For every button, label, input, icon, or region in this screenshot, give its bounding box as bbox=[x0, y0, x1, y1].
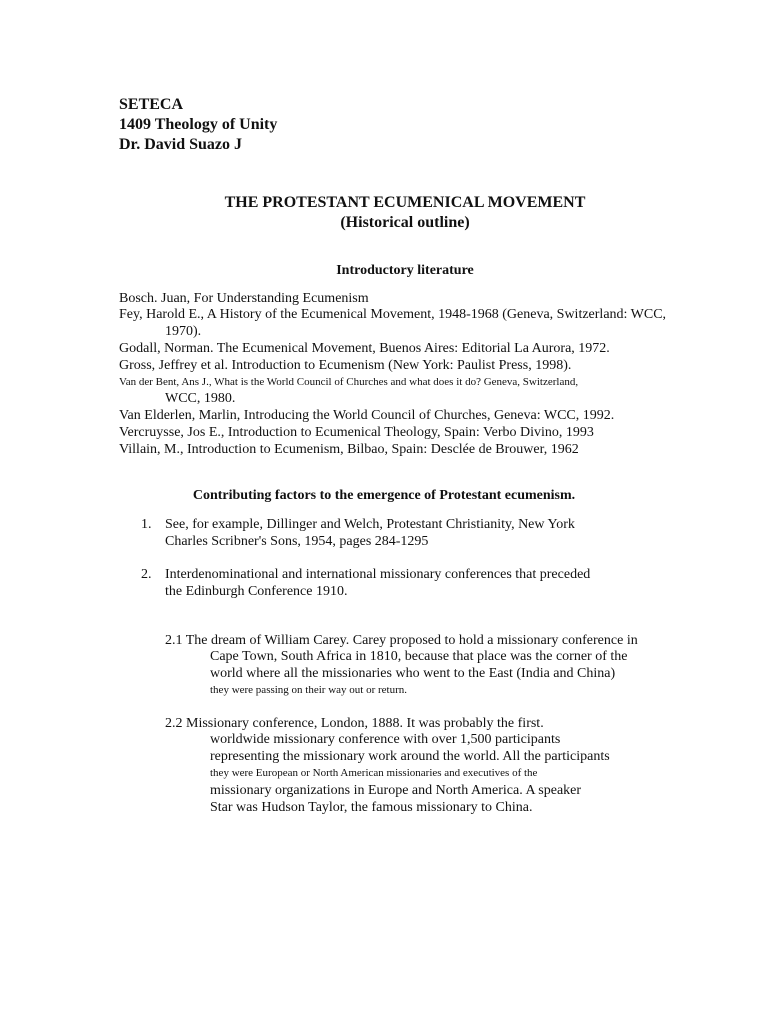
document-title: THE PROTESTANT ECUMENICAL MOVEMENT bbox=[224, 194, 586, 211]
sub-item-lead: 2.1 The dream of William Carey. Carey proposed to hold a missionary conference in bbox=[165, 633, 638, 648]
sub-item-line: they were passing on their way out or return. bbox=[210, 684, 408, 696]
sub-item-line: world where all the missionaries who went to the East (India and China) bbox=[210, 666, 616, 681]
factors-heading: Contributing factors to the emergence of Protestant ecumenism. bbox=[192, 488, 576, 503]
list-item-line: the Edinburgh Conference 1910. bbox=[165, 584, 348, 599]
institution-name: SETECA bbox=[119, 96, 184, 113]
literature-entry: Van der Bent, Ans J., What is the World Council of Churches and what does it do? Geneva, Switzerland, bbox=[119, 376, 579, 388]
literature-heading: Introductory literature bbox=[336, 263, 474, 278]
sub-item-line: representing the missionary work around the world. All the participants bbox=[210, 749, 610, 764]
course-title: 1409 Theology of Unity bbox=[119, 116, 278, 133]
list-item-line bbox=[165, 516, 687, 533]
literature-entry-continuation: WCC, 1980. bbox=[165, 391, 236, 406]
literature-entry: Bosch. Juan, For Understanding Ecumenism bbox=[119, 291, 369, 306]
literature-entry: Godall, Norman. The Ecumenical Movement, Buenos Aires: Editorial La Aurora, 1972. bbox=[119, 341, 610, 356]
sub-item-line: Cape Town, South Africa in 1810, because that place was the corner of the bbox=[210, 649, 628, 664]
sub-item-line: worldwide missionary conference with over 1,500 participants bbox=[210, 732, 561, 747]
literature-entry: Van Elderlen, Marlin, Introducing the World Council of Churches, Geneva: WCC, 1992. bbox=[119, 408, 615, 423]
sub-item-line: they were European or North American missionaries and executives of the bbox=[210, 767, 538, 779]
sub-item-line: missionary organizations in Europe and North America. A speaker bbox=[210, 783, 582, 798]
literature-entry: Vercruysse, Jos E., Introduction to Ecumenical Theology, Spain: Verbo Divino, 1993 bbox=[119, 425, 594, 440]
literature-entry: Villain, M., Introduction to Ecumenism, Bilbao, Spain: Desclée de Brouwer, 1962 bbox=[119, 442, 579, 457]
literature-entry-continuation: 1970). bbox=[165, 324, 202, 339]
literature-entry: Fey, Harold E., A History of the Ecumenical Movement, 1948-1968 (Geneva, Switzerland: WCC, bbox=[119, 307, 667, 322]
sub-item-line: Star was Hudson Taylor, the famous missionary to China. bbox=[210, 800, 533, 815]
instructor-name: Dr. David Suazo J bbox=[119, 136, 242, 153]
list-item-line: Interdenominational and international missionary conferences that preceded bbox=[165, 567, 591, 582]
sub-item-lead: 2.2 Missionary conference, London, 1888. It was probably the first. bbox=[165, 716, 544, 731]
document-subtitle: (Historical outline) bbox=[340, 214, 470, 231]
list-item-text: See, for example, Dillinger and Welch, Protestant Christianity, New York bbox=[165, 517, 575, 532]
list-item-number: 2. bbox=[141, 567, 152, 582]
list-item-line: Charles Scribner's Sons, 1954, pages 284-1295 bbox=[165, 534, 429, 549]
list-item-number: 1. bbox=[141, 517, 152, 532]
literature-entry: Gross, Jeffrey et al. Introduction to Ecumenism (New York: Paulist Press, 1998). bbox=[119, 358, 572, 373]
